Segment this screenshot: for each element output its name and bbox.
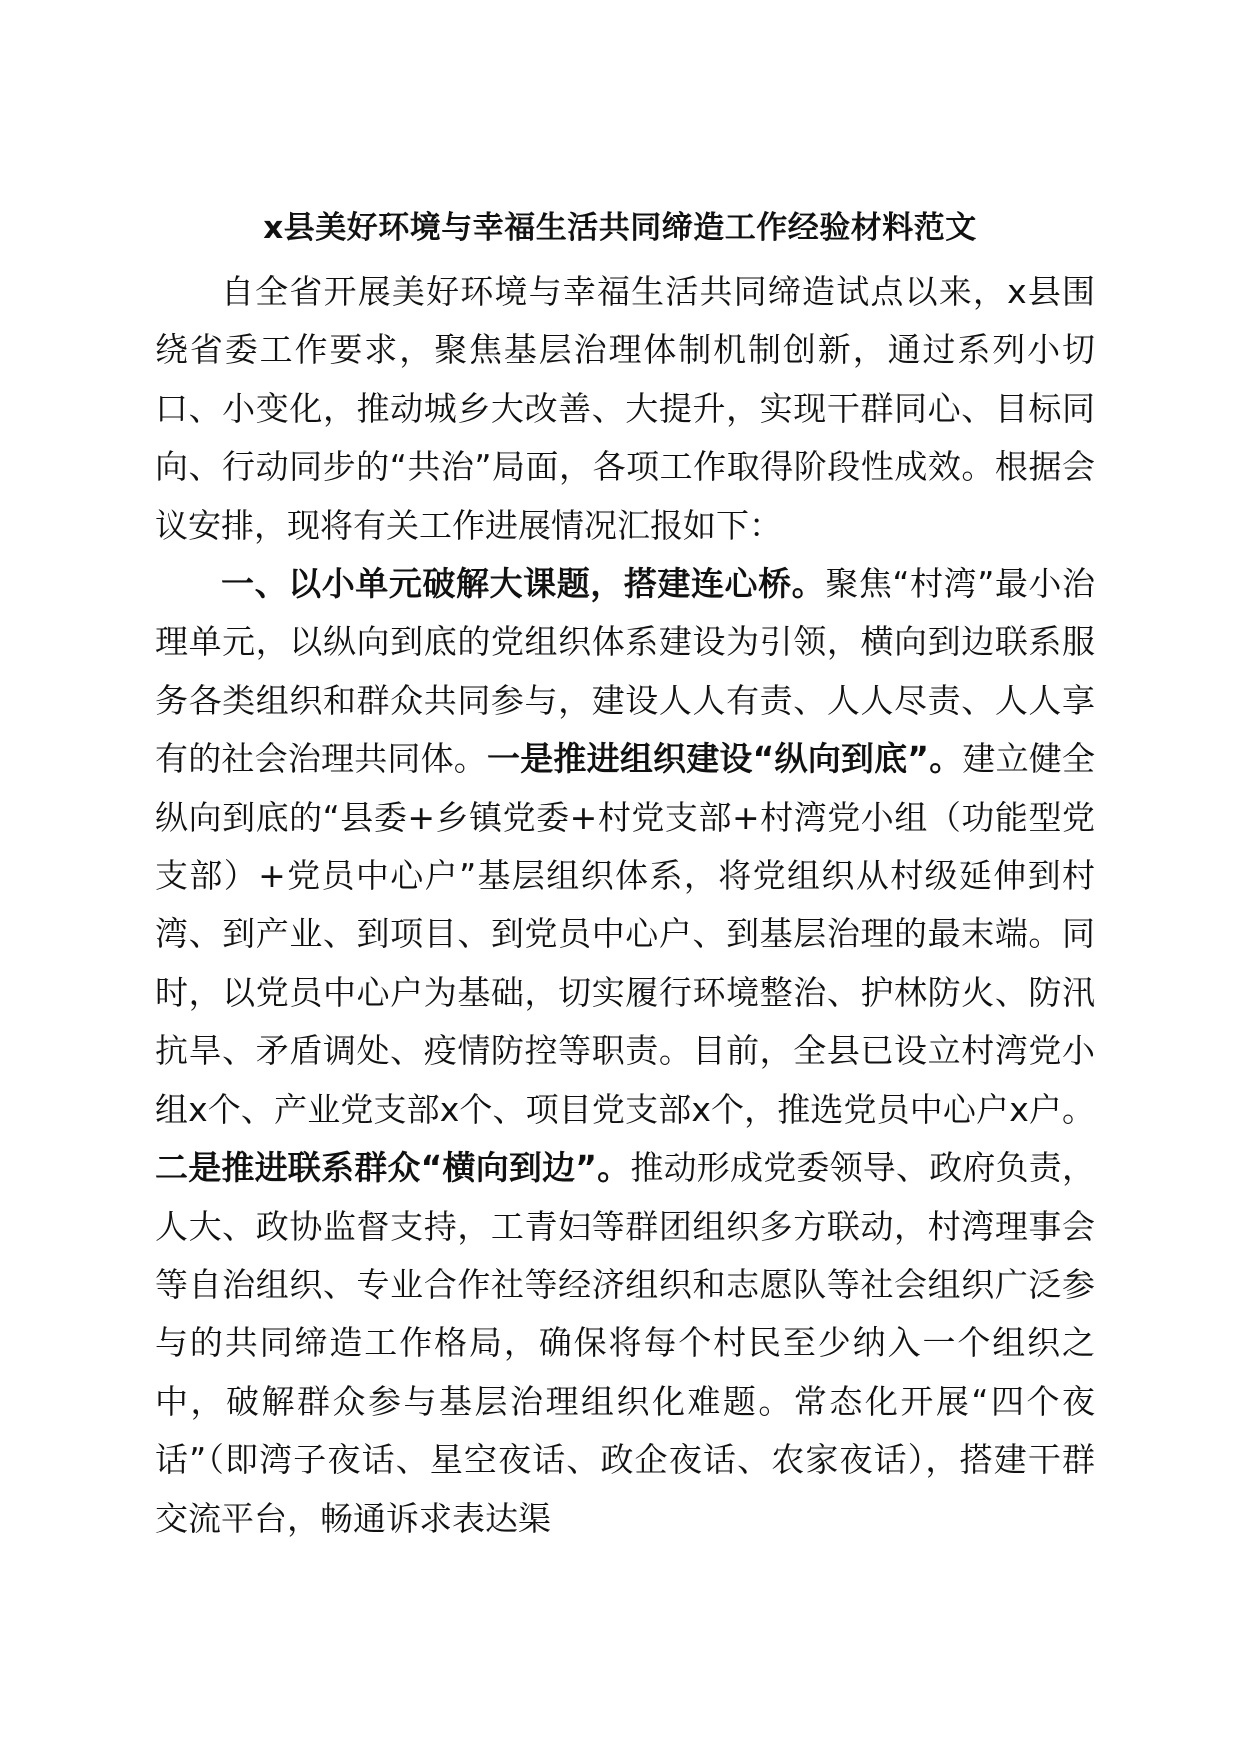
section-1-text: 聚焦“村湾”最小治理单元，以纵向到底的党组织体系建设为引领，横向到边联系服务各类组织和群众共同参与，建设人人有责、人人尽责、人人享有的社会治理共同体。	[155, 564, 1095, 779]
point-2-heading: 二是推进联系群众“横向到边”。	[155, 1148, 631, 1188]
section-1-paragraph	[155, 555, 1095, 1548]
point-1-text: 建立健全纵向到底的“县委+乡镇党委+村党支部+村湾党小组（功能型党支部）+党员中心户”基层组织体系，将党组织从村级延伸到村湾、到产业、到项目、到党员中心户、到基层治理的最末端。同时，以党员中心户为基础，切实履行环境整治、护林防火、防汛抗旱、矛盾调处、疫情防控等职责。目前，全县已设立村湾党小组x个、产业党支部x个、项目党支部x个，推选党员中心户x户。	[155, 739, 1096, 1129]
intro-paragraph: 自全省开展美好环境与幸福生活共同缔造试点以来，x县围绕省委工作要求，聚焦基层治理体制机制创新，通过系列小切口、小变化，推动城乡大改善、大提升，实现干群同心、目标同向、行动同步的“共治”局面，各项工作取得阶段性成效。根据会议安排，现将有关工作进展情况汇报如下：	[155, 272, 1095, 545]
section-1-heading: 一、以小单元破解大课题，搭建连心桥。	[221, 564, 826, 604]
point-1-heading: 一是推进组织建设“纵向到底”。	[487, 739, 963, 779]
document-body	[155, 263, 1095, 1548]
document-title: x县美好环境与幸福生活共同缔造工作经验材料范文	[263, 210, 977, 246]
point-2-text: 推动形成党委领导、政府负责，人大、政协监督支持，工青妇等群团组织多方联动，村湾理事会等自治组织、专业合作社等经济组织和志愿队等社会组织广泛参与的共同缔造工作格局，确保将每个村民至少纳入一个组织之中，破解群众参与基层治理组织化难题。常态化开展“四个夜话”（即湾子夜话、星空夜话、政企夜话、农家夜话），搭建干群交流平台，畅通诉求表达渠	[155, 1148, 1095, 1538]
